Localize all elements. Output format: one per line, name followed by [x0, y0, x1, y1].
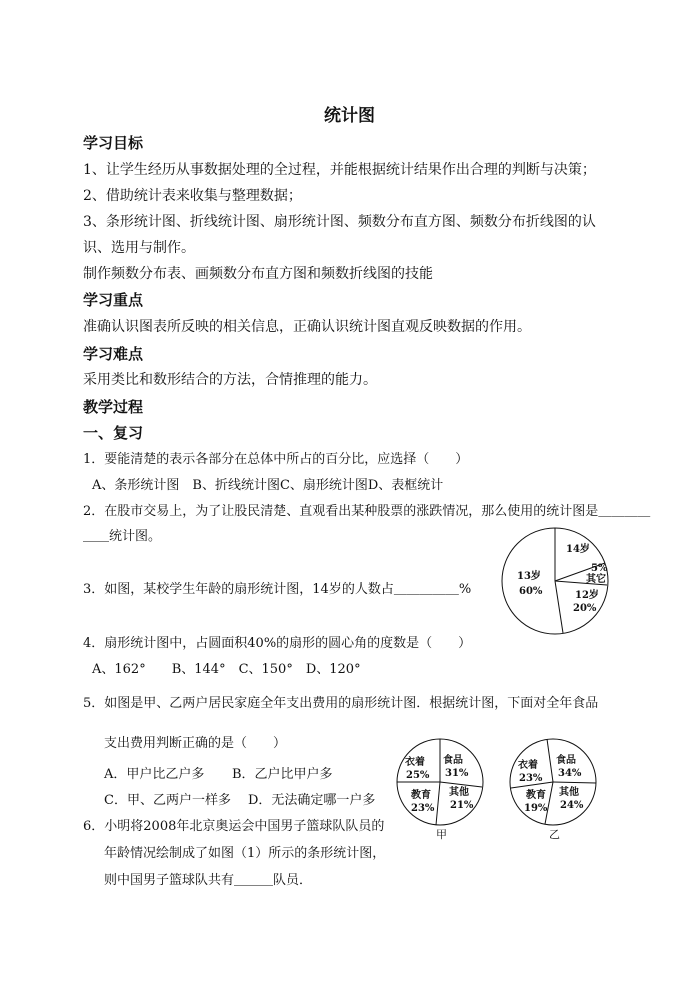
q1-options: A、条形统计图 B、折线统计图C、扇形统计图D、表框统计: [92, 478, 444, 493]
section-difficulty-heading: 学习难点: [83, 345, 144, 363]
goal-line-1: 1、让学生经历从事数据处理的全过程，并能根据统计结果作出合理的判断与决策；: [83, 162, 596, 178]
focus-text: 准确认识图表所反映的相关信息，正确认识统计图直观反映数据的作用。: [83, 319, 531, 335]
yi-pie-label-food: 食品: [556, 755, 576, 766]
yi-pie-label-edu: 教育: [526, 790, 546, 801]
age-pie-label-13: 13岁: [517, 571, 541, 582]
q6-line-3: 则中国男子篮球队共有＿＿＿队员．: [104, 873, 313, 888]
q5-option-d: D．无法确定哪一户多: [248, 793, 376, 808]
q6-line-1: 6．小明将2008年北京奥运会中国男子篮球队队员的: [83, 819, 385, 834]
age-pie-value-other: 5%: [591, 563, 608, 574]
jia-pie-label-edu: 教育: [411, 790, 431, 801]
yi-pie-divider-right: [553, 782, 596, 783]
goal-line-5: 制作频数分布表、画频数分布直方图和频数折线图的技能: [83, 266, 433, 282]
q4-stem: 4．扇形统计图中，占圆面积40%的扇形的圆心角的度数是（ ）: [83, 636, 472, 651]
q2-line-2: ＿＿统计图。: [83, 529, 162, 544]
age-pie-value-13: 60%: [519, 586, 543, 597]
q5-option-a: A．甲户比乙户多: [104, 767, 205, 782]
goal-line-2: 2、借助统计表来收集与整理数据；: [83, 188, 302, 204]
age-pie-value-12: 20%: [573, 603, 597, 614]
jia-pie-chart: [392, 738, 488, 840]
jia-pie-label-food: 食品: [443, 755, 463, 766]
yi-pie-value-food: 34%: [558, 768, 582, 779]
q2-line-1: 2．在股市交易上，为了让股民清楚、直观看出某种股票的涨跌情况，那么使用的统计图是＿＿＿＿: [83, 504, 651, 519]
yi-pie-value-edu: 19%: [524, 803, 548, 814]
section-focus-heading: 学习重点: [83, 291, 144, 309]
q1-stem: 1．要能清楚的表示各部分在总体中所占的百分比，应选择（ ）: [83, 452, 469, 467]
jia-pie-value-food: 31%: [445, 768, 469, 779]
q5-option-c: C．甲、乙两户一样多: [104, 793, 231, 808]
age-pie-label-12: 12岁: [575, 590, 599, 601]
yi-pie-caption: 乙: [549, 828, 560, 841]
yi-pie-chart: [505, 738, 601, 842]
yi-pie-divider-top: [547, 739, 553, 782]
jia-pie-value-clothing: 25%: [406, 770, 430, 781]
jia-pie-caption: 甲: [436, 828, 447, 840]
yi-pie-value-clothing: 23%: [519, 773, 543, 784]
yi-pie-label-other: 其他: [559, 787, 579, 798]
difficulty-text: 采用类比和数形结合的方法，合情推理的能力。: [83, 372, 377, 388]
q4-options: A、162° B、144° C、150° D、120°: [92, 662, 361, 677]
q3-text: 3．如图，某校学生年龄的扇形统计图，14岁的人数占＿＿＿＿＿%: [83, 582, 472, 597]
section-process-heading: 教学过程: [83, 398, 144, 416]
jia-pie-label-clothing: 衣着: [405, 757, 425, 768]
q5-line-2: 支出费用判断正确的是（ ）: [104, 736, 287, 751]
jia-pie-label-other: 其他: [449, 787, 469, 798]
age-pie-label-other: 其它: [586, 574, 606, 585]
section-goals-heading: 学习目标: [83, 134, 144, 152]
q5-line-1: 5．如图是甲、乙两户居民家庭全年支出费用的扇形统计图．根据统计图，下面对全年食品: [83, 696, 599, 711]
yi-pie-label-clothing: 衣着: [518, 760, 538, 771]
q6-line-2: 年龄情况绘制成了如图（1）所示的条形统计图，: [104, 846, 386, 861]
page-title: 统计图: [324, 106, 375, 126]
section-review-heading: 一、复习: [83, 424, 144, 442]
q5-option-b: B．乙户比甲户多: [232, 767, 333, 782]
age-pie-chart: [500, 525, 610, 637]
jia-pie-divider-bottom: [436, 782, 440, 825]
jia-pie-value-edu: 23%: [411, 803, 435, 814]
age-pie-divider-bottom: [555, 581, 563, 633]
yi-pie-value-other: 24%: [560, 800, 584, 811]
goal-line-3: 3、条形统计图、折线统计图、扇形统计图、频数分布直方图、频数分布折线图的认: [83, 214, 596, 230]
jia-pie-value-other-pct: 21%: [450, 800, 474, 811]
age-pie-label-14: 14岁: [566, 544, 590, 555]
goal-line-4: 识、选用与制作。: [83, 240, 195, 256]
